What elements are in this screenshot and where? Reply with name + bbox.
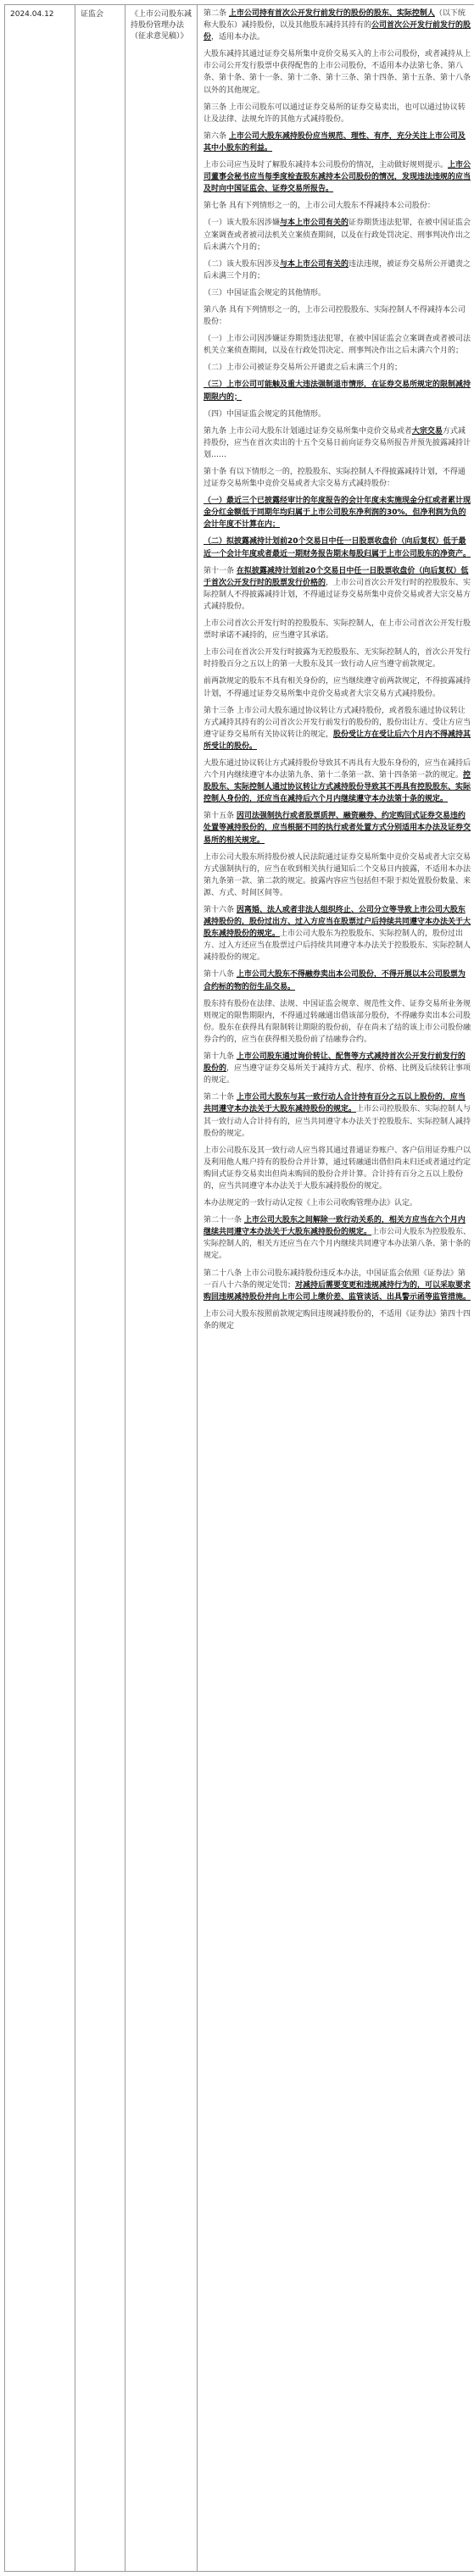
clause-text: 第十六条 bbox=[204, 906, 237, 914]
clause-text: 方式减持股份，应当在首次卖出的十五个交易日前向证券交易所报告并预先披露减持计划…… bbox=[204, 426, 471, 459]
emphasized-text: 上市公司持有首次公开发行前发行的股份的股东、实际控制人 bbox=[228, 9, 435, 18]
clause-paragraph bbox=[204, 565, 471, 613]
clause-text: ，上市公司首次公开发行时的控股股东、实际控制人不得披露减持计划，不得通过证券交易所集中竞价交易或者大宗交易方式减持股份。 bbox=[204, 578, 471, 611]
emphasized-text: 控股股东、实际控制人通过协议转让方式减持股份导致其不再具有控股股东、实际控制人身份的，还应当在减持后六个月内继续遵守本办法第十条的规定。 bbox=[204, 771, 471, 804]
clause-text: 第二条 bbox=[204, 9, 229, 18]
emphasized-text: 上市公司股东通过询价转让、配售等方式减持首次公开发行前发行的股份的 bbox=[204, 1052, 466, 1074]
clause-text: 第二十条 bbox=[204, 1093, 237, 1102]
clause-text: 第二十一条 bbox=[204, 1216, 244, 1225]
emphasized-text: 上市公司董事会秘书应当每季度检查股东减持本公司股份的情况，发现违法违规的应当及时向中国证监会、证券交易所报告。 bbox=[204, 161, 471, 194]
clause-text: 证券期货违法犯罪，在被中国证监会立案调查或者被司法机关立案侦查期间，以及在行政处罚决定、刑事判决作出之后未满六个月的； bbox=[204, 219, 471, 252]
clause-text: 第二十八条 上市公司股东减持股份违反本办法，中国证监会依照《证券法》第一百八十六条的规定处罚； bbox=[204, 1269, 466, 1290]
emphasized-text: 与本上市公司有关的 bbox=[280, 219, 349, 228]
clause-paragraph bbox=[204, 333, 471, 357]
clause-text: 本办法规定的一致行动认定按《上市公司收购管理办法》认定。 bbox=[204, 1199, 418, 1208]
clause-text: ，适用本办法。 bbox=[211, 33, 265, 42]
clause-text: 第十八条 bbox=[204, 970, 237, 980]
clause-paragraph bbox=[204, 217, 471, 253]
clause-paragraph bbox=[204, 618, 471, 641]
clause-paragraph bbox=[204, 466, 471, 490]
clause-text: （二）上市公司被证券交易所公开谴责之后未满三个月的； bbox=[204, 364, 403, 373]
clause-paragraph bbox=[204, 495, 471, 530]
clause-paragraph bbox=[204, 258, 471, 282]
clause-text: 上市公司大股东按照前款规定购回违规减持股份的，不适用《证券法》第四十四条的规定 bbox=[204, 1309, 471, 1330]
clause-text: 第十五条 bbox=[204, 812, 237, 821]
emphasized-text: 因离婚、法人或者非法人组织终止、公司分立等导致上市公司大股东减持股份的，股份过出方、过入方应当在股票过户后持续共同遵守本办法关于大股东减持股份的规定。 bbox=[204, 906, 471, 939]
clause-text: （一）该大股东因涉嫌 bbox=[204, 219, 281, 228]
clause-paragraph bbox=[204, 1051, 471, 1086]
emphasized-text: （一）最近三个已披露经审计的年度报告的会计年度未实施现金分红或者累计现金分红金额低于同期年均归属于上市公司股东净利润的30%，但净利润为负的会计年度不计算在内； bbox=[204, 497, 471, 530]
clause-text: 第十九条 bbox=[204, 1052, 237, 1062]
clause-text: 上市公司应当及时了解股东减持本公司股份的情况，主动做好规则提示。 bbox=[204, 161, 449, 170]
date-cell bbox=[5, 5, 75, 2572]
emphasized-text: 上市公司大股东减持股份应当规范、理性、有序，充分关注上市公司及其中小股东的利益。 bbox=[204, 131, 466, 153]
clause-paragraph bbox=[204, 425, 471, 461]
clause-paragraph bbox=[204, 1145, 471, 1192]
clause-paragraph bbox=[204, 48, 471, 96]
clause-text: 上市公司股东及其一致行动人应当将其通过普通证券账户、客户信用证券账户以及利用他人账户持有的股份合并计算，通过转融通出借但尚未归还或者通过约定购回式证券交易卖出但尚未购回的股份合并计算。合计持有百分之五以上股份的，应当共同遵守本办法关于大股东减持股份的规定。 bbox=[204, 1146, 471, 1191]
clause-paragraph bbox=[204, 1197, 471, 1209]
clause-text: （一）上市公司因涉嫌证券期货违法犯罪，在被中国证监会立案调查或者被司法机关立案侦查期间，以及在行政处罚决定、刑事判决作出之后未满六个月的； bbox=[204, 335, 471, 356]
clause-paragraph bbox=[204, 1308, 471, 1332]
clause-paragraph bbox=[204, 998, 471, 1046]
clause-text: 上市公司大股东为控股股东、实际控制人的，相关方还应当在六个月内继续共同遵守本办法第八条、第十条的规定。 bbox=[204, 1228, 471, 1261]
clause-text: 第八条 具有下列情形之一的，上市公司控股股东、实际控制人不得减持本公司股份： bbox=[204, 305, 466, 327]
clause-text: ，应当遵守证券交易所关于减持方式、程序、价格、比例及后续转让事项的规定。 bbox=[204, 1064, 471, 1085]
clause-text: 上市公司首次公开发行时的控股股东、实际控制人，在上市公司首次公开发行股票时承诺不减持的，应当遵守其承诺。 bbox=[204, 619, 471, 641]
clause-paragraph bbox=[204, 102, 471, 125]
publish-date: 2024.04.12 bbox=[10, 10, 54, 19]
clause-paragraph bbox=[204, 647, 471, 670]
clause-paragraph bbox=[204, 362, 471, 374]
content-cell bbox=[198, 5, 474, 2572]
clause-text: 上市公司大股东为控股股东、实际控制人的，股份过出方、过入方还应当在股票过户后持续共同遵守本办法关于控股股东、实际控制人减持股份的规定。 bbox=[204, 930, 471, 963]
clause-text: 前两款规定的股东不具有相关身份的，应当继续遵守前两款规定，不得披露减持计划，不得通过证券交易所集中竞价交易或者大宗交易方式减持股份。 bbox=[204, 677, 471, 698]
table-row bbox=[5, 5, 474, 2572]
emphasized-text: 上市公司大股东与其一致行动人合计持有百分之五以上股份的，应当共同遵守本办法关于大股东减持股份的规定。 bbox=[204, 1093, 466, 1114]
clause-text: 上市公司大股东所持股份被人民法院通过证券交易所集中竞价交易或者大宗交易方式强制执行的，应当在收到相关执行通知后二个交易日内披露，不适用本办法第九条第一款、第二款的规定。披露内容应当包括但不限于拟处置股份数量、来源、方式、时间区间等。 bbox=[204, 852, 471, 897]
clause-text: （二）该大股东因涉及 bbox=[204, 259, 281, 269]
clause-paragraph bbox=[204, 1214, 471, 1262]
clause-paragraph bbox=[204, 130, 471, 154]
clause-paragraph bbox=[204, 1091, 471, 1139]
clause-paragraph bbox=[204, 159, 471, 195]
clause-paragraph bbox=[204, 536, 471, 559]
clause-text: 大股东通过协议转让方式减持股份导致其不再具有大股东身份的，应当在减持后六个月内继续遵守本办法第九条、第十二条第一款、第十四条第一款的规定。 bbox=[204, 758, 471, 780]
clause-text: （以下统称大股东）减持股份，以及其他股东减持其持有的 bbox=[204, 9, 466, 31]
clause-paragraph bbox=[204, 8, 471, 43]
clause-text: 第六条 bbox=[204, 131, 229, 141]
issuer-cell bbox=[75, 5, 125, 2572]
clause-paragraph bbox=[204, 304, 471, 328]
clause-paragraph bbox=[204, 810, 471, 846]
clause-paragraph bbox=[204, 1268, 471, 1303]
title-cell bbox=[125, 5, 198, 2572]
clause-paragraph bbox=[204, 852, 471, 899]
clause-text: 第十一条 bbox=[204, 566, 237, 575]
regulation-table bbox=[4, 4, 474, 2572]
clause-text: （四）中国证监会规定的其他情形。 bbox=[204, 409, 326, 419]
clause-text: 大股东减持其通过证券交易所集中竞价交易买入的上市公司股份，或者减持从上市公司公开发行股票中获得配售的上市公司股份，不适用本办法第七条、第八条、第十条、第十一条、第十二条、第十三条、第十四条、第十五条、第十八条以外的其他规定。 bbox=[204, 50, 471, 95]
clause-paragraph bbox=[204, 904, 471, 963]
emphasized-text: 上市公司大股东之间解除一致行动关系的，相关方应当在六个月内继续共同遵守本办法关于大股东减持股份的规定。 bbox=[204, 1216, 466, 1237]
emphasized-text: 公司首次公开发行前发行的股份 bbox=[204, 21, 471, 42]
clause-paragraph bbox=[204, 408, 471, 420]
clause-paragraph bbox=[204, 675, 471, 699]
clause-paragraph bbox=[204, 379, 471, 402]
clause-text: 上市公司控股股东、实际控制人与其一致行动人合计持有的，应当共同遵守本办法关于控股股东、实际控制人减持股份的规定。 bbox=[204, 1105, 471, 1138]
emphasized-text: 上市公司大股东不得融券卖出本公司股份，不得开展以本公司股票为合约标的物的衍生品交易。 bbox=[204, 970, 466, 991]
emphasized-text: 与本上市公司有关的 bbox=[280, 259, 349, 269]
emphasized-text: 股份受让方在受让后六个月内不得减持其所受让的股份。 bbox=[204, 730, 471, 751]
clause-text: 违法违规，被证券交易所公开谴责之后未满三个月的； bbox=[204, 259, 471, 280]
clause-text: 第十条 有以下情形之一的，控股股东、实际控制人不得披露减持计划，不得通过证券交易所集中竞价交易或者大宗交易方式减持股份： bbox=[204, 468, 466, 489]
clause-paragraph bbox=[204, 287, 471, 299]
emphasized-text: 对减持后需要变更和违规减持行为的，可以采取要求购回违规减持股份并向上市公司上缴价差、监管谈话、出具警示函等监管措施。 bbox=[204, 1280, 471, 1302]
clause-paragraph bbox=[204, 969, 471, 992]
issuer-name: 证监会 bbox=[81, 10, 104, 19]
clause-text: 股东持有股份在法律、法规、中国证监会规章、规范性文件、证券交易所业务规则规定的限售期限内，不得通过转融通出借该部分股份，不得融券卖出本公司股份。股东在获得具有限制转让期限的股份前，存在尚未了结的该上市公司股份融券合约的，应当在获得相关股份前了结融券合约。 bbox=[204, 999, 471, 1044]
emphasized-text: （二）拟披露减持计划前20个交易日中任一日股票收盘价（向后复权）低于最近一个会计年度或者最近一期财务报告期末每股归属于上市公司股东的净资产。 bbox=[204, 537, 471, 558]
emphasized-text: 因司法强制执行或者股票质押、融资融券、约定购回式证券交易违约处置等减持股份的，应当根据不同的执行或者处置方式分别适用本办法及证券交易所的相关规定。 bbox=[204, 812, 471, 845]
emphasized-text: 大宗交易 bbox=[411, 426, 443, 436]
document-title: 《上市公司股东减持股份管理办法（征求意见稿）》 bbox=[131, 10, 192, 41]
clause-text: 第十三条 上市公司大股东通过协议转让方式减持股份，或者股东通过协议转让方式减持其持有的公司首次公开发行前发行的股份的，股份出让方、受让方应当遵守证券交易所有关协议转让的规定， bbox=[204, 706, 471, 739]
emphasized-text: （三）上市公司可能触及重大违法强制退市情形，在证券交易所规定的限制减持期限内的； bbox=[204, 380, 471, 402]
regulation-content bbox=[198, 5, 474, 2571]
clause-text: 第三条 上市公司股东可以通过证券交易所的证券交易卖出，也可以通过协议转让及法律、法规允许的其他方式减持股份。 bbox=[204, 103, 466, 124]
clause-text: 第九条 上市公司大股东计划通过证券交易所集中竞价交易或者 bbox=[204, 426, 412, 436]
clause-paragraph bbox=[204, 200, 471, 212]
clause-text: 上市公司在首次公开发行时披露为无控股股东、无实际控制人的，首次公开发行时持股百分之五以上的第一大股东及其一致行动人应当遵守前款规定。 bbox=[204, 648, 471, 669]
clause-text: （三）中国证监会规定的其他情形。 bbox=[204, 288, 326, 297]
clause-text: 第七条 具有下列情形之一的，上市公司大股东不得减持本公司股份： bbox=[204, 202, 435, 211]
clause-paragraph bbox=[204, 758, 471, 805]
emphasized-text: 在拟披露减持计划前20个交易日中任一日股票收盘价（向后复权）低于首次公开发行时的股票发行价格的 bbox=[204, 566, 469, 587]
clause-paragraph bbox=[204, 705, 471, 752]
